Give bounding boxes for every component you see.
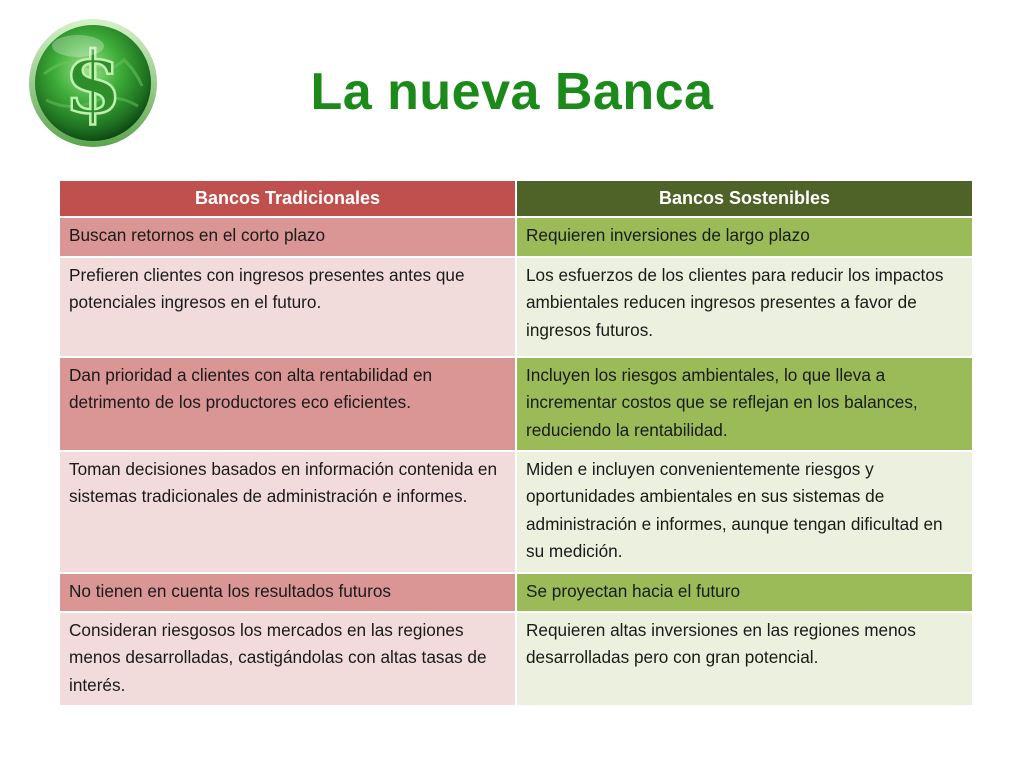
table-row [59, 573, 973, 612]
traditional-cell: Consideran riesgosos los mercados en las regiones menos desarrolladas, castigándolas con altas tasas de interés. [59, 612, 516, 706]
comparison-table [58, 179, 974, 707]
sustainable-cell: Se proyectan hacia el futuro [516, 573, 973, 612]
traditional-cell: No tienen en cuenta los resultados futuros [59, 573, 516, 612]
header-bancos-tradicionales: Bancos Tradicionales [59, 180, 516, 217]
traditional-cell: Dan prioridad a clientes con alta rentabilidad en detrimento de los productores eco eficientes. [59, 357, 516, 451]
slide-title: La nueva Banca [310, 63, 714, 121]
header-bancos-sostenibles: Bancos Sostenibles [516, 180, 973, 217]
table-header-row [59, 180, 973, 217]
sustainable-cell: Requieren altas inversiones en las regiones menos desarrolladas pero con gran potencial. [516, 612, 973, 706]
sustainable-cell: Los esfuerzos de los clientes para reducir los impactos ambientales reducen ingresos presentes a favor de ingresos futuros. [516, 257, 973, 357]
table-row [59, 451, 973, 573]
sustainable-cell: Miden e incluyen convenientemente riesgos y oportunidades ambientales en sus sistemas de administración e informes, aunque tengan dificultad en su medición. [516, 451, 973, 573]
svg-text:$: $ [63, 33, 123, 132]
table-row [59, 257, 973, 357]
traditional-cell: Toman decisiones basados en información contenida en sistemas tradicionales de administración e informes. [59, 451, 516, 573]
table-row [59, 217, 973, 256]
traditional-cell: Prefieren clientes con ingresos presentes antes que potenciales ingresos en el futuro. [59, 257, 516, 357]
table-row [59, 612, 973, 706]
sustainable-cell: Requieren inversiones de largo plazo [516, 217, 973, 256]
sustainable-cell: Incluyen los riesgos ambientales, lo que lleva a incrementar costos que se reflejan en los balances, reduciendo la rentabilidad. [516, 357, 973, 451]
traditional-cell: Buscan retornos en el corto plazo [59, 217, 516, 256]
table-row [59, 357, 973, 451]
